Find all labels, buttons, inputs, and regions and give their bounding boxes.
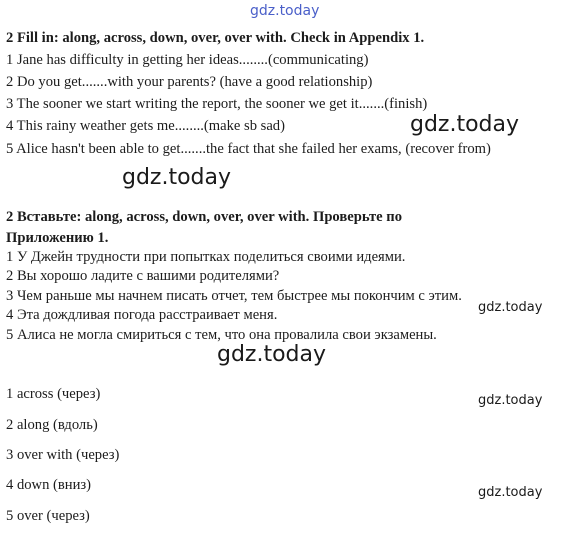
answer-item: 1 across (через) [6,386,101,402]
exercise-ru-heading: 2 Вставьте: along, across, down, over, over with. Проверьте по [6,209,403,225]
answer-item: 4 down (вниз) [6,477,92,493]
answer-item: 2 along (вдоль) [6,417,98,433]
exercise-ru-item: 5 Алиса не могла смириться с тем, что она провалила свои экзамены. [6,327,437,343]
exercise-ru-item: 1 У Джейн трудности при попытках поделиться своими идеями. [6,249,406,265]
exercise-en-item: 4 This rainy weather gets me........(make sb sad) [6,118,285,134]
exercise-en-item: 1 Jane has difficulty in getting her ideas........(communicating) [6,52,369,68]
exercise-en-item: 2 Do you get.......with your parents? (have a good relationship) [6,74,373,90]
exercise-ru-item: 4 Эта дождливая погода расстраивает меня. [6,307,278,323]
answer-item: 5 over (через) [6,508,90,524]
watermark-top: gdz.today [250,3,320,19]
exercise-en-item: 3 The sooner we start writing the report, the sooner we get it.......(finish) [6,96,428,112]
exercise-en-item: 5 Alice hasn't been able to get.......the fact that she failed her exams, (recover from) [6,141,491,157]
watermark: gdz.today [217,342,327,367]
watermark: gdz.today [478,485,543,500]
exercise-en-heading: 2 Fill in: along, across, down, over, over with. Check in Appendix 1. [6,30,425,46]
watermark: gdz.today [122,165,232,190]
exercise-ru-heading: Приложению 1. [6,230,109,246]
watermark: gdz.today [410,112,520,137]
exercise-ru-item: 3 Чем раньше мы начнем писать отчет, тем быстрее мы покончим с этим. [6,288,462,304]
answer-item: 3 over with (через) [6,447,120,463]
watermark: gdz.today [478,300,543,315]
watermark: gdz.today [478,393,543,408]
exercise-ru-item: 2 Вы хорошо ладите с вашими родителями? [6,268,280,284]
